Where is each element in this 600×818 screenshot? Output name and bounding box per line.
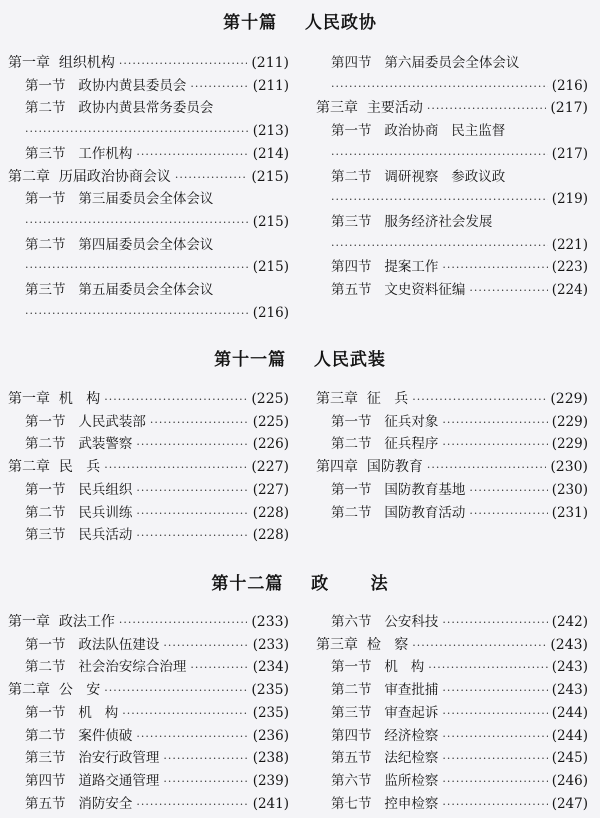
toc-page-number: (214)	[252, 145, 289, 162]
part-title: 第十一篇 人民武装	[214, 350, 386, 370]
toc-page-number: (228)	[252, 504, 289, 521]
toc-page-number: (228)	[252, 527, 289, 544]
toc-page-number: (224)	[551, 282, 588, 298]
dot-leader	[331, 235, 548, 257]
dot-leader	[427, 98, 546, 120]
toc-page-number: (247)	[551, 795, 588, 812]
toc-entry-label: 第二节 调研视察 参政议政	[331, 168, 506, 185]
dot-leader	[469, 480, 547, 502]
toc-chapter-row	[8, 456, 289, 478]
toc-section-row	[331, 770, 588, 792]
toc-entry-label: 第二节 民兵训练	[25, 504, 133, 521]
toc-page-number: (229)	[551, 436, 588, 453]
dot-leader	[119, 53, 247, 75]
toc-page-number: (233)	[252, 636, 289, 653]
toc-page-number: (236)	[252, 727, 289, 744]
toc-entry-label: 第二节 审查批捕	[331, 682, 439, 699]
toc-section-row	[25, 770, 289, 792]
toc-entry-label: 第一节 民兵组织	[25, 481, 133, 498]
toc-section-row	[25, 502, 289, 524]
toc-entry-label: 第四节 经济检察	[331, 727, 439, 744]
dot-leader	[469, 503, 547, 525]
toc-entry-label: 第一章 组织机构	[8, 55, 115, 71]
toc-section-row	[25, 433, 289, 455]
toc-entry-label: 第二节 案件侦破	[25, 727, 133, 744]
toc-page-number: (213)	[252, 123, 289, 140]
dot-leader	[442, 412, 547, 434]
dot-leader	[442, 726, 547, 748]
toc-page-number: (215)	[252, 259, 289, 276]
toc-page-number: (233)	[251, 614, 289, 630]
toc-continuation-row	[331, 234, 588, 256]
toc-entry-label: 第二章 历届政治协商会议	[8, 168, 171, 185]
toc-section-row	[25, 725, 289, 747]
dot-leader	[469, 280, 547, 302]
toc-section-row	[331, 279, 588, 301]
toc-page-number: (245)	[551, 750, 588, 767]
dot-leader	[412, 635, 546, 657]
toc-section-row	[331, 793, 588, 815]
dot-leader	[104, 680, 247, 702]
toc-entry-label: 第六节 监所检察	[331, 772, 439, 789]
dot-leader	[331, 144, 548, 166]
toc-entry-label: 第二节 武装警察	[25, 436, 133, 453]
toc-section-row	[331, 702, 588, 724]
toc-entry-label: 第一节 机 构	[25, 704, 119, 721]
toc-chapter-row	[8, 388, 289, 410]
toc-entry-label: 第三节 治安行政管理	[25, 750, 160, 767]
dot-leader	[163, 771, 248, 793]
toc-section-row	[331, 679, 588, 701]
toc-page-number: (219)	[551, 191, 588, 208]
toc-chapter-row	[316, 456, 588, 478]
toc-section-row	[25, 279, 289, 301]
toc-section-row	[331, 656, 588, 678]
toc-entry-label: 第二章 民 兵	[8, 459, 101, 476]
toc-page-number: (225)	[252, 413, 289, 430]
toc-section-row	[331, 502, 588, 524]
toc-entry-label: 第五节 文史资料征编	[331, 282, 466, 298]
toc-entry-label: 第一节 政协内黄县委员会	[25, 77, 187, 94]
toc-chapter-row	[316, 634, 588, 656]
toc-entry-label: 第三节 民兵活动	[25, 527, 133, 544]
dot-leader	[25, 303, 249, 325]
toc-entry-label: 第五节 法纪检察	[331, 750, 439, 767]
toc-continuation-row	[25, 302, 289, 324]
toc-page-number: (234)	[252, 659, 289, 676]
toc-entry-label: 第三节 审查起诉	[331, 704, 439, 721]
dot-leader	[122, 703, 248, 725]
toc-page-number: (243)	[550, 636, 588, 653]
toc-chapter-row	[316, 97, 588, 119]
toc-chapter-row	[8, 679, 289, 701]
toc-entry-label: 第三章 征 兵	[316, 391, 409, 407]
toc-chapter-row	[8, 52, 289, 74]
toc-section-row	[25, 75, 289, 97]
toc-page-number: (229)	[551, 413, 588, 430]
dot-leader	[428, 657, 547, 679]
toc-section-row	[25, 634, 289, 656]
toc-page-number: (215)	[252, 213, 289, 230]
toc-entry-label: 第五节 消防安全	[25, 795, 133, 812]
dot-leader	[190, 657, 248, 679]
toc-page-number: (235)	[251, 682, 289, 699]
toc-page-number: (244)	[551, 704, 588, 721]
dot-leader	[427, 457, 546, 479]
dot-leader	[442, 794, 547, 816]
dot-leader	[136, 434, 248, 456]
toc-page-number: (217)	[551, 145, 588, 162]
toc-section-row	[331, 479, 588, 501]
toc-continuation-row	[25, 120, 289, 142]
toc-entry-label: 第二节 第四届委员会全体会议	[25, 236, 214, 253]
dot-leader	[150, 412, 249, 434]
toc-page-number: (227)	[252, 481, 289, 498]
dot-leader	[175, 167, 247, 189]
toc-page-number: (243)	[551, 682, 588, 699]
dot-leader	[163, 635, 248, 657]
dot-leader	[136, 144, 248, 166]
dot-leader	[442, 434, 547, 456]
toc-chapter-row	[316, 388, 588, 410]
toc-page-number: (229)	[550, 391, 588, 407]
toc-entry-label: 第二节 国防教育活动	[331, 504, 466, 521]
toc-page-number: (241)	[252, 795, 289, 812]
dot-leader	[25, 121, 249, 143]
toc-chapter-row	[8, 166, 289, 188]
toc-entry-label: 第三章 主要活动	[316, 100, 423, 117]
toc-page-number: (217)	[550, 100, 588, 117]
toc-page-number: (244)	[551, 727, 588, 744]
toc-section-row	[331, 256, 588, 278]
dot-leader	[136, 525, 248, 547]
dot-leader	[442, 612, 547, 634]
toc-entry-label: 第二节 征兵程序	[331, 436, 439, 453]
dot-leader	[25, 257, 249, 279]
toc-entry-label: 第三节 工作机构	[25, 145, 133, 162]
toc-page-number: (225)	[251, 391, 289, 407]
toc-entry-label: 第二节 政协内黄县常务委员会	[25, 100, 214, 117]
toc-entry-label: 第七节 控申检察	[331, 795, 439, 812]
toc-entry-label: 第一节 政治协商 民主监督	[331, 123, 506, 140]
dot-leader	[119, 612, 247, 634]
toc-page-number: (215)	[251, 168, 289, 185]
dot-leader	[442, 680, 547, 702]
toc-section-row	[331, 166, 588, 188]
dot-leader	[412, 389, 546, 411]
toc-section-row	[25, 524, 289, 546]
dot-leader	[104, 389, 247, 411]
toc-entry-label: 第一节 机 构	[331, 659, 425, 676]
dot-leader	[442, 748, 547, 770]
toc-entry-label: 第四节 第六届委员会全体会议	[331, 55, 520, 71]
toc-continuation-row	[25, 211, 289, 233]
toc-section-row	[25, 479, 289, 501]
toc-entry-label: 第六节 公安科技	[331, 614, 439, 630]
toc-page-number: (226)	[252, 436, 289, 453]
toc-page-number: (216)	[551, 77, 588, 94]
toc-page-number: (242)	[551, 614, 588, 630]
toc-entry-label: 第一章 机 构	[8, 391, 101, 407]
toc-page-number: (239)	[252, 772, 289, 789]
dot-leader	[331, 189, 548, 211]
part-title: 第十二篇 政 法	[211, 574, 389, 594]
toc-section-row	[331, 611, 588, 633]
dot-leader	[25, 212, 249, 234]
toc-page-number: (230)	[550, 459, 588, 476]
toc-continuation-row	[25, 256, 289, 278]
toc-page-number: (230)	[551, 481, 588, 498]
toc-page-number: (227)	[251, 459, 289, 476]
toc-page-number: (238)	[252, 750, 289, 767]
dot-leader	[104, 457, 247, 479]
toc-entry-label: 第三节 第五届委员会全体会议	[25, 282, 214, 298]
dot-leader	[442, 771, 547, 793]
toc-chapter-row	[8, 611, 289, 633]
toc-section-row	[331, 411, 588, 433]
dot-leader	[163, 748, 248, 770]
toc-section-row	[25, 188, 289, 210]
toc-page-number: (235)	[252, 704, 289, 721]
toc-section-row	[25, 234, 289, 256]
dot-leader	[442, 257, 547, 279]
dot-leader	[331, 76, 548, 98]
toc-entry-label: 第一节 征兵对象	[331, 413, 439, 430]
toc-entry-label: 第一节 政法队伍建设	[25, 636, 160, 653]
toc-entry-label: 第四章 国防教育	[316, 459, 423, 476]
toc-entry-label: 第一节 第三届委员会全体会议	[25, 191, 214, 208]
dot-leader	[190, 76, 248, 98]
toc-section-row	[25, 702, 289, 724]
toc-continuation-row	[331, 143, 588, 165]
dot-leader	[136, 480, 248, 502]
toc-entry-label: 第三节 服务经济社会发展	[331, 213, 493, 230]
toc-continuation-row	[331, 75, 588, 97]
toc-continuation-row	[331, 188, 588, 210]
dot-leader	[136, 726, 248, 748]
toc-page-number: (211)	[252, 77, 289, 94]
toc-section-row	[331, 747, 588, 769]
toc-entry-label: 第一章 政法工作	[8, 614, 115, 630]
part-title: 第十篇 人民政协	[223, 13, 377, 33]
toc-entry-label: 第四节 提案工作	[331, 259, 439, 276]
toc-section-row	[25, 97, 289, 119]
toc-page-number: (216)	[252, 304, 289, 321]
toc-section-row	[25, 411, 289, 433]
toc-entry-label: 第二章 公 安	[8, 682, 101, 699]
toc-section-row	[331, 120, 588, 142]
toc-page-number: (211)	[251, 55, 289, 71]
toc-section-row	[25, 747, 289, 769]
toc-entry-label: 第三章 检 察	[316, 636, 409, 653]
toc-page-number: (223)	[551, 259, 588, 276]
toc-page-number: (221)	[551, 236, 588, 253]
toc-section-row	[331, 433, 588, 455]
toc-page-number: (231)	[551, 504, 588, 521]
toc-entry-label: 第一节 人民武装部	[25, 413, 146, 430]
toc-section-row	[25, 793, 289, 815]
toc-section-row	[25, 656, 289, 678]
toc-section-row	[331, 52, 588, 74]
toc-section-row	[25, 143, 289, 165]
toc-section-row	[331, 725, 588, 747]
toc-entry-label: 第四节 道路交通管理	[25, 772, 160, 789]
dot-leader	[136, 503, 248, 525]
dot-leader	[136, 794, 248, 816]
dot-leader	[442, 703, 547, 725]
toc-entry-label: 第一节 国防教育基地	[331, 481, 466, 498]
toc-page-number: (243)	[551, 659, 588, 676]
toc-entry-label: 第二节 社会治安综合治理	[25, 659, 187, 676]
toc-page-number: (246)	[551, 772, 588, 789]
toc-section-row	[331, 211, 588, 233]
